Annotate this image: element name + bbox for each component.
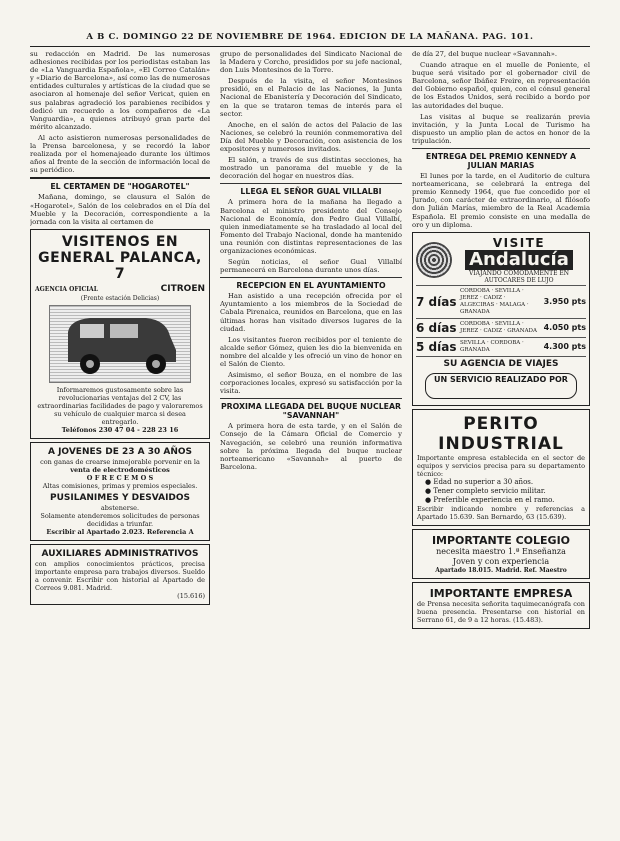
ad-text: Solamente atenderemos solicitudes de personas decididas a triunfar. xyxy=(40,512,200,529)
ad-text: con ganas de crearse inmejorable porvenir en la xyxy=(40,458,200,467)
article-text: su redacción en Madrid. De las numerosas adhesiones recibidas por los periodistas estaban las de «La Vanguardia Española», «El Correo Catalán» y «Diario de Barcelona», así como las de numerosas entidades culturales y artísticas de la ciudad que se asociaron al homenaje del señor Vericat, quien en sus palabras agradeció los parabienes recibidos y dedicó un recuerdo a los compañeros de «La Vanguardia», a quienes atribuyó gran parte del mérito alcanzado. xyxy=(30,50,210,131)
column-middle xyxy=(220,50,402,810)
ad-contact: Escribir indicando nombre y referencias a Apartado 15.639. San Bernardo, 63 (15.639). xyxy=(417,504,585,521)
article-text: El salón, a través de sus distintas secciones, ha mostrado un panorama del mueble y de la decoración del hogar en nuestros días. xyxy=(220,156,402,181)
ad-brand: CITROEN xyxy=(160,283,205,294)
article-text: El lunes por la tarde, en el Auditorio de cultura norteamericana, se celebrará la entrega del premio Kennedy 1964, que fue concedido por el Jurado, con carácter de extraordinario, al filósofo don Julián Marías, miembro de la Real Academia Española. El premio consiste en una medalla de oro y un diploma. xyxy=(412,172,590,229)
ad-body: de Prensa necesita señorita taquimecanógrafa con buena presencia. Presentarse con historial en Serrano 61, de 9 a 12 horas. (15.483). xyxy=(417,600,585,625)
ad-tagline: VIAJANDO COMODAMENTE EN AUTOCARES DE LUJO xyxy=(468,269,570,285)
ad-contact: Apartado 18.015. Madrid. Ref. Maestro xyxy=(435,566,567,574)
ad-title: AUXILIARES ADMINISTRATIVOS xyxy=(41,549,199,560)
headline-savannah: PROXIMA LLEGADA DEL BUQUE NUCLEAR "SAVANNAH" xyxy=(220,402,402,421)
ad-contact: Escribir al Apartado 2.023. Referencia A xyxy=(46,528,194,537)
article-text: Las visitas al buque se realizarán previa invitación, y la Junta Local de Turismo ha dispuesto un amplio plan de actos en honor de la tripulación. xyxy=(412,112,590,145)
ad-headline: VISITENOS EN xyxy=(61,233,179,250)
article-text: Los visitantes fueron recibidos por el teniente de alcalde señor Gómez, quien les dio la bienvenida en nombre del alcalde y les ofreció un vino de honor en el Salón de Ciento. xyxy=(220,335,402,368)
ad-title: IMPORTANTE EMPRESA xyxy=(429,587,573,601)
headline-recepcion: RECEPCION EN EL AYUNTAMIENTO xyxy=(236,281,386,291)
empresa-advert xyxy=(412,582,590,629)
headline-certamen: EL CERTAMEN DE "HOGAROTEL" xyxy=(50,182,190,192)
article-text: Al acto asistieron numerosas personalidades de la Prensa barcelonesa, y se recordó la labor realizada por el homenajeado durante los últimos años al frente de la sección de información local de su periódico. xyxy=(30,133,210,175)
article-text: Han asistido a una recepción ofrecida por el Ayuntamiento a los miembros de la Sociedad de Cabala Pirenaica, reunidos en Barcelona, que en las últimas horas han visitado diversos lugares de la ciudad. xyxy=(220,292,402,333)
andalucia-advert xyxy=(412,232,590,406)
ad-text: O F R E C E M O S xyxy=(86,474,154,483)
route-days: 5 días xyxy=(416,339,457,354)
article-text: Asimismo, el señor Bouza, en el nombre de las corporaciones locales, expresó su satisfacción por la visita. xyxy=(220,371,402,396)
ad-ref: (15.616) xyxy=(177,592,205,601)
ad-address: GENERAL PALANCA, 7 xyxy=(38,249,202,282)
auxiliares-advert xyxy=(30,544,210,605)
column-right xyxy=(412,50,590,810)
andalucia-logo-icon xyxy=(416,242,452,278)
ad-footer: SU AGENCIA DE VIAJES xyxy=(416,356,586,370)
ad-body: con amplios conocimientos prácticos, precisa importante empresa para trabajos diversos. Sueldo a convenir. Escribir con historial al Apartado de Correos 9.081. Madrid. xyxy=(35,560,205,593)
ad-text: Altas comisiones, primas y premios especiales. xyxy=(42,482,198,491)
route-days: 7 días xyxy=(416,294,457,309)
ad-bullet: ● Edad no superior a 30 años. xyxy=(425,477,534,486)
article-text: Después de la visita, el señor Montesinos presidió, en el Palacio de las Naciones, la Junta Nacional de Ebanistería y Decoración del Sindicato, en la que se trataron temas de interés para el sector. xyxy=(220,77,402,118)
divider xyxy=(220,398,402,399)
route-price: 4.050 pts xyxy=(543,323,586,333)
route-cities: CORDOBA · SEVILLA · JEREZ · CADIZ · ALGECIRAS · MALAGA · GRANADA xyxy=(460,287,529,315)
divider xyxy=(412,148,590,149)
perito-advert xyxy=(412,409,590,526)
route-row xyxy=(416,285,586,318)
route-price: 3.950 pts xyxy=(543,297,586,307)
ad-text: venta de electrodomésticos xyxy=(70,466,170,475)
route-cities: CORDOBA · SEVILLA · JEREZ · CADIZ · GRANADA xyxy=(460,320,537,334)
article-text: A primera hora de la mañana ha llegado a Barcelona el ministro presidente del Consejo Nacional de Economía, don Pedro Gual Villalbí, quien inmediatamente se ha trasladado al local del Fomento del Trabajo Nacional, donde ha mantenido una reunión con distintas representaciones de las organizaciones económicas. xyxy=(220,198,402,255)
ad-text: abstenerse. xyxy=(100,504,140,513)
article-text: Cuando atraque en el muelle de Poniente, el buque será visitado por el gobernador civil de Barcelona, señor Ibáñez Freire, en representación del Gobierno español, quien, con el cónsul general de los Estados Unidos, será recibido a bordo por las autoridades del buque. xyxy=(412,61,590,110)
route-cities: SEVILLA · CORDOBA · GRANADA xyxy=(460,339,524,353)
divider xyxy=(30,177,210,179)
ad-visite: VISITE xyxy=(492,235,546,250)
divider xyxy=(220,277,402,278)
citroen-van-icon xyxy=(49,305,191,383)
ad-title: IMPORTANTE COLEGIO xyxy=(431,533,571,547)
headline-premio-kennedy: ENTREGA DEL PREMIO KENNEDY A JULIAN MARIAS xyxy=(425,152,577,171)
ad-title: PUSILANIMES Y DESVAIDOS xyxy=(49,493,191,504)
ad-headline: A JOVENES DE 23 A 30 AÑOS xyxy=(47,447,193,458)
article-text: grupo de personalidades del Sindicato Nacional de la Madera y Corcho, presididos por su jefe nacional, don Luis Montesinos de la Torre. xyxy=(220,50,402,75)
divider xyxy=(220,183,402,184)
service-stamp: UN SERVICIO REALIZADO POR xyxy=(425,373,577,399)
page-header: A B C. DOMINGO 22 DE NOVIEMBRE DE 1964. EDICION DE LA MAÑANA. PAG. 101. xyxy=(30,30,590,47)
ad-bullet: ● Tener completo servicio militar. xyxy=(425,486,546,495)
ad-title: PERITO INDUSTRIAL xyxy=(438,413,564,454)
ad-text: necesita maestro 1.ª Enseñanza xyxy=(436,546,566,556)
route-days: 6 días xyxy=(416,320,457,335)
article-text: Mañana, domingo, se clausura el Salón de «Hogarotel», Salón de los celebrados en el Día del Mueble y la Decoración, correspondiente a la jornada con la visita al certamen de xyxy=(30,193,210,226)
colegio-advert xyxy=(412,529,590,580)
ad-region: Andalucía xyxy=(465,250,573,270)
ad-phones: Teléfonos 230 47 04 - 228 23 16 xyxy=(61,426,179,435)
route-row xyxy=(416,337,586,356)
ad-agency: AGENCIA OFICIAL xyxy=(35,285,98,293)
ad-text: Joven y con experiencia xyxy=(452,556,550,566)
route-price: 4.300 pts xyxy=(543,342,586,352)
newspaper-page xyxy=(30,30,590,810)
ad-body: Informaremos gustosamente sobre las revolucionarias ventajas del 2 CV, las extraordinarias facilidades de pago y valoraremos su vehículo de cualquier marca si desea entregarlo. xyxy=(37,386,203,427)
headline-gual-villalbi: LLEGA EL SEÑOR GUAL VILLALBI xyxy=(240,187,382,197)
column-left xyxy=(30,50,210,810)
route-row xyxy=(416,318,586,337)
article-text: de día 27, del buque nuclear «Savannah». xyxy=(412,50,558,58)
article-text: Anoche, en el salón de actos del Palacio de las Naciones, se celebró la reunión conmemorativa del Día del Mueble y Decoración, con asistencia de los expositores y numerosos invitados. xyxy=(220,120,402,154)
electro-advert xyxy=(30,442,210,541)
ad-body: Importante empresa establecida en el sector de equipos y servicios precisa para su departamento técnico: xyxy=(417,453,585,478)
citroen-advert xyxy=(30,229,210,440)
ad-bullet: ● Preferible experiencia en el ramo. xyxy=(425,495,555,504)
ad-location: (Frente estación Delicias) xyxy=(80,294,160,302)
article-text: Según noticias, el señor Gual Villalbí permanecerá en Barcelona durante unos días. xyxy=(220,258,402,275)
article-text: A primera hora de esta tarde, y en el Salón de Consejo de la Cámara Oficial de Comercio y Navegación, se celebró una reunión informativa sobre la próxima llegada del buque nuclear norteamericano «Savannah» al puerto de Barcelona. xyxy=(220,422,402,471)
